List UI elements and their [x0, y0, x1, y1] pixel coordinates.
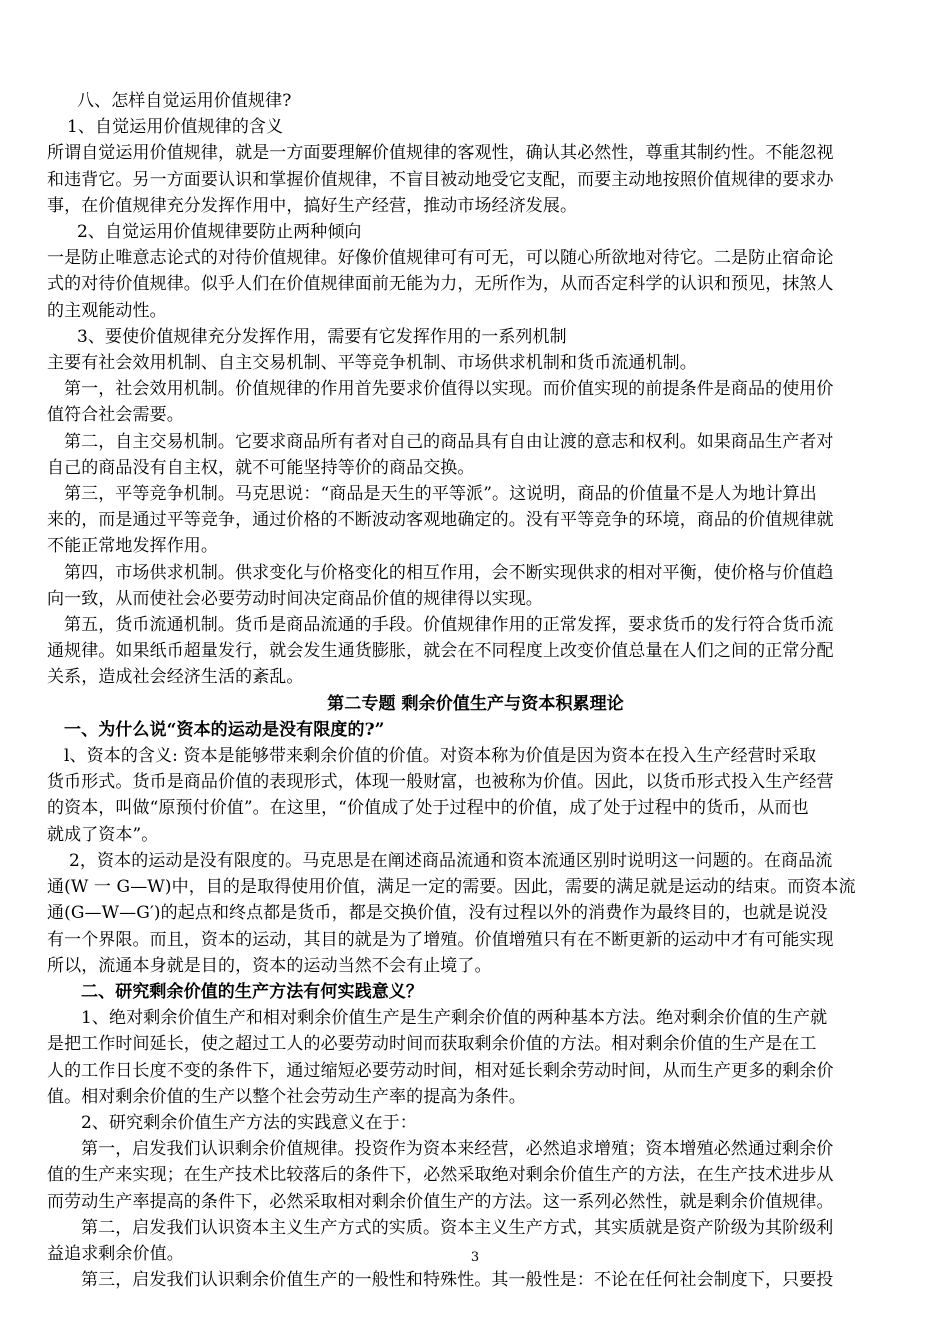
- text-line: 所以，流通本身就是目的，资本的运动当然不会有止境了。: [47, 955, 492, 976]
- document-body: [47, 88, 904, 1293]
- text-line: 来的，而是通过平等竞争，通过价格的不断波动客观地确定的。没有平等竞争的环境，商品的价值规律就: [47, 510, 834, 531]
- text-line: 而劳动生产率提高的条件下，必然采取相对剩余价值生产的方法。这一系列必然性，就是剩余价值规律。: [47, 1191, 834, 1212]
- text-line: 不能正常地发挥作用。: [47, 536, 218, 557]
- text-line: 2、研究剩余价值生产方法的实践意义在于：: [81, 1112, 417, 1133]
- text-line: l、资本的含义: 资本是能够带来剩余价值的价值。对资本称为价值是因为资本在投入生产经营时采取: [64, 746, 817, 767]
- text-line: 第一，启发我们认识剩余价值规律。投资作为资本来经营，必然追求增殖；资本增殖必然通过剩余价: [81, 1139, 834, 1160]
- text-line: 一是防止唯意志论式的对待价值规律。好像价值规律可有可无，可以随心所欲地对待它。二是防止宿命论: [47, 248, 834, 269]
- text-line: 值。相对剩余价值的生产以整个社会劳动生产率的提高为条件。: [47, 1086, 526, 1107]
- text-line: 第三，启发我们认识剩余价值生产的一般性和特殊性。其一般性是：不论在任何社会制度下，只要投: [81, 1270, 834, 1291]
- heading-line: 第二专题 剩余价值生产与资本积累理论: [327, 693, 624, 714]
- text-line: 事，在价值规律充分发挥作用中，搞好生产经营，推动市场经济发展。: [47, 195, 578, 216]
- text-line: 向一致，从而使社会必要劳动时间决定商品价值的规律得以实现。: [47, 588, 543, 609]
- text-line: 2、自觉运用价值规律要防止两种倾向: [77, 222, 362, 243]
- text-line: 是把工作时间延长，使之超过工人的必要劳动时间而获取剩余价值的方法。相对剩余价值的生产是在工: [47, 1034, 817, 1055]
- text-line: 人的工作日长度不变的条件下，通过缩短必要劳动时间，相对延长剩余劳动时间，从而生产更多的剩余价: [47, 1060, 834, 1081]
- text-line: 八、怎样自觉运用价值规律?: [77, 91, 292, 111]
- text-line: 益追求剩余价值。: [47, 1243, 184, 1264]
- text-line: 通规律。如果纸币超量发行，就会发生通货膨胀，就会在不同程度上改变价值总量在人们之间的正常分配: [47, 641, 834, 662]
- text-line: 第一，社会效用机制。价值规律的作用首先要求价值得以实现。而价值实现的前提条件是商品的使用价: [64, 379, 834, 400]
- text-line: 有一个界限。而且，资本的运动，其目的就是为了增殖。价值增殖只有在不断更新的运动中才有可能实现: [47, 929, 834, 950]
- text-line: 通(W 一 G—W)中，目的是取得使用价值，满足一定的需要。因此，需要的满足就是运动的结束。而资本流: [47, 877, 856, 898]
- text-line: 的主观能动性。: [47, 300, 167, 321]
- text-line: 货币形式。货币是商品价值的表现形式，体现一般财富，也被称为价值。因此，以货币形式投入生产经营: [47, 772, 834, 793]
- heading-line: 一、为什么说“资本的运动是没有限度的?”: [64, 719, 385, 740]
- text-line: 1、绝对剩余价值生产和相对剩余价值生产是生产剩余价值的两种基本方法。绝对剩余价值的生产就: [81, 1008, 828, 1029]
- text-line: 的资本，叫做“原预付价值”。在这里，“价值成了处于过程中的价值，成了处于过程中的货币，从而也: [47, 798, 809, 819]
- text-line: 和违背它。另一方面要认识和掌握价值规律，不盲目被动地受它支配，而要主动地按照价值规律的要求办: [47, 169, 834, 190]
- text-line: 3、要使价值规律充分发挥作用，需要有它发挥作用的一系列机制: [77, 326, 567, 347]
- text-line: 自己的商品没有自主权，就不可能坚持等价的商品交换。: [47, 457, 475, 478]
- text-line: 通(G—W—G′)的起点和终点都是货币，都是交换价值，没有过程以外的消费作为最终目的，也就是说没: [47, 903, 828, 924]
- heading-line: 二、研究剩余价值的生产方法有何实践意义？: [81, 981, 423, 1002]
- text-line: 就成了资本”。: [47, 824, 159, 845]
- text-line: 值的生产来实现；在生产技术比较落后的条件下，必然采取绝对剩余价值生产的方法，在生产技术进步从: [47, 1165, 834, 1186]
- text-line: 2，资本的运动是没有限度的。马克思是在阐述商品流通和资本流通区别时说明这一问题的。在商品流: [69, 850, 833, 871]
- text-line: 第二，自主交易机制。它要求商品所有者对自己的商品具有自由让渡的意志和权利。如果商品生产者对: [64, 431, 834, 452]
- text-line: 第五，货币流通机制。货币是商品流通的手段。价值规律作用的正常发挥，要求货币的发行符合货币流: [64, 615, 834, 636]
- text-line: 值符合社会需要。: [47, 405, 184, 426]
- text-line: 式的对待价值规律。似乎人们在价值规律面前无能为力，无所作为，从而否定科学的认识和预见，抹煞人: [47, 274, 834, 295]
- text-line: 所谓自觉运用价值规律，就是一方面要理解价值规律的客观性，确认其必然性，尊重其制约性。不能忽视: [47, 143, 834, 164]
- page-number: 3: [470, 1250, 480, 1265]
- text-line: 第三，平等竞争机制。马克思说：“商品是天生的平等派”。这说明，商品的价值量不是人为地计算出: [64, 484, 817, 505]
- text-line: 1、自觉运用价值规律的含义: [67, 117, 284, 138]
- text-line: 第四，市场供求机制。供求变化与价格变化的相互作用，会不断实现供求的相对平衡，使价格与价值趋: [64, 562, 834, 583]
- text-line: 第二，启发我们认识资本主义生产方式的实质。资本主义生产方式，其实质就是资产阶级为其阶级利: [81, 1217, 834, 1238]
- text-line: 主要有社会效用机制、自主交易机制、平等竞争机制、市场供求机制和货币流通机制。: [47, 353, 697, 374]
- text-line: 关系，造成社会经济生活的紊乱。: [47, 667, 304, 688]
